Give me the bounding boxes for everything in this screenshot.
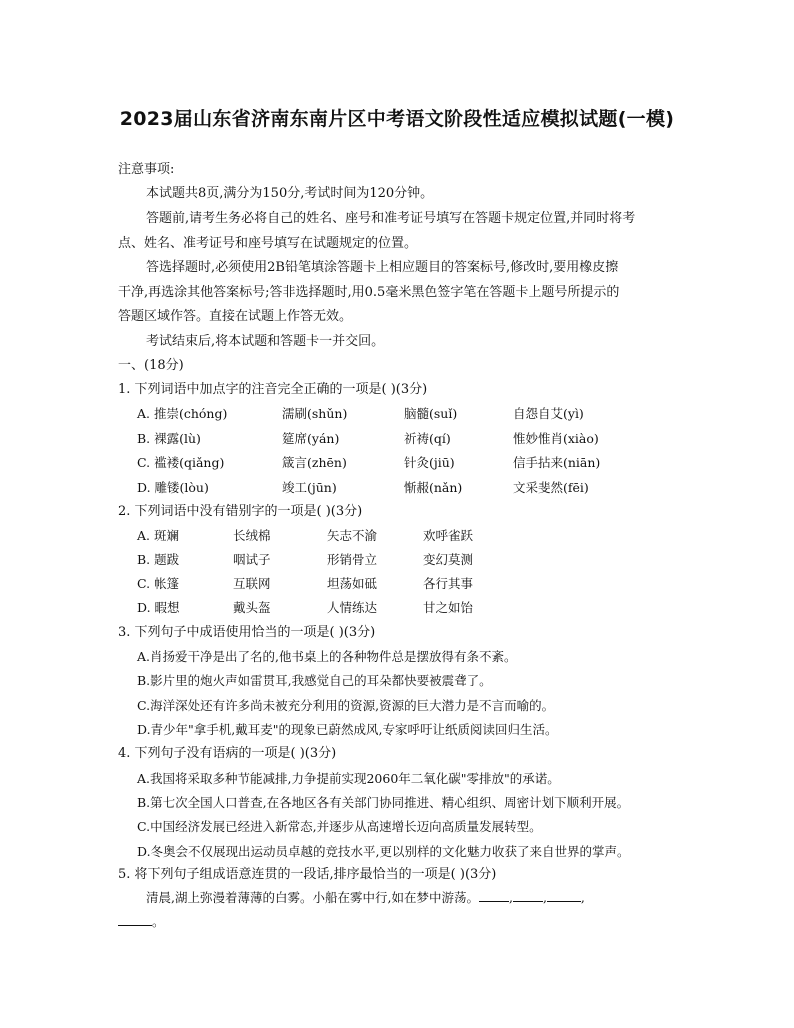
q3-option-b: B.影片里的炮火声如雷贯耳,我感觉自己的耳朵都快要被震聋了。 bbox=[137, 673, 492, 688]
q2-option-a: A. 斑斓 bbox=[137, 528, 179, 543]
q1-word: 文采斐然(fēi) bbox=[513, 480, 589, 495]
answer-blank[interactable] bbox=[479, 889, 509, 902]
q1-word: 脑髓(suǐ) bbox=[404, 406, 458, 421]
q1-word: 筵席(yán) bbox=[282, 431, 340, 446]
q2-word: 矢志不渝 bbox=[327, 528, 378, 543]
page-title: 2023届山东省济南东南片区中考语文阶段性适应模拟试题(一模) bbox=[119, 108, 675, 130]
q1-word: 箴言(zhēn) bbox=[282, 455, 347, 470]
q2-word: 人情练达 bbox=[327, 600, 378, 615]
q4-option-a: A.我国将采取多种节能减排,力争提前实现2060年二氧化碳"零排放"的承诺。 bbox=[137, 771, 560, 786]
q2-word: 变幻莫测 bbox=[423, 552, 474, 567]
q2-word: 互联网 bbox=[233, 576, 271, 591]
notice-heading: 注意事项: bbox=[118, 162, 175, 177]
notice-paragraph-1: 本试题共8页,满分为150分,考试时间为120分钟。 bbox=[146, 186, 434, 201]
q2-option-d: D. 暇想 bbox=[137, 600, 180, 615]
q4-option-d: D.冬奥会不仅展现出运动员卓越的竞技水平,更以别样的文化魅力收获了来自世界的掌声。 bbox=[137, 844, 630, 859]
period: 。 bbox=[152, 914, 165, 929]
answer-blank[interactable] bbox=[547, 889, 581, 902]
q5-passage-text: 清晨,湖上弥漫着薄薄的白雾。小船在雾中行,如在梦中游荡。 bbox=[146, 890, 479, 905]
q2-word: 坦荡如砥 bbox=[327, 576, 378, 591]
comma: , bbox=[542, 890, 547, 905]
notice-paragraph-2-line-2: 点、姓名、准考证号和座号填写在试题规定的位置。 bbox=[118, 236, 418, 251]
q1-option-c: C. 褴褛(qiǎng) bbox=[137, 455, 225, 470]
answer-blank[interactable] bbox=[118, 913, 152, 926]
q5-passage-continued bbox=[118, 913, 165, 931]
q4-option-b: B.第七次全国人口普查,在各地区各有关部门协同推进、精心组织、周密计划下顺利开展。 bbox=[137, 795, 630, 810]
q2-word: 戴头盔 bbox=[233, 600, 271, 615]
q3-option-a: A.肖扬爱干净是出了名的,他书桌上的各种物件总是摆放得有条不紊。 bbox=[137, 649, 517, 664]
q2-word: 长绒棉 bbox=[233, 528, 271, 543]
notice-paragraph-3-line-3: 答题区域作答。直接在试题上作答无效。 bbox=[118, 309, 353, 324]
section-heading: 一、(18分) bbox=[118, 358, 184, 373]
q2-word: 欢呼雀跃 bbox=[423, 528, 474, 543]
notice-paragraph-4: 考试结束后,将本试题和答题卡一并交回。 bbox=[146, 334, 385, 349]
q1-word: 针灸(jiū) bbox=[404, 455, 455, 470]
q2-word: 咽试子 bbox=[233, 552, 271, 567]
notice-paragraph-3-line-2: 干净,再选涂其他答案标号;答非选择题时,用0.5毫米黑色签字笔在答题卡上题号所提示的 bbox=[118, 285, 620, 300]
comma: , bbox=[580, 890, 585, 905]
q1-option-a: A. 推崇(chóng) bbox=[137, 406, 228, 421]
notice-paragraph-3-line-1: 答选择题时,必须使用2B铅笔填涂答题卡上相应题目的答案标号,修改时,要用橡皮擦 bbox=[146, 260, 619, 275]
q1-word: 自怨自艾(yì) bbox=[513, 406, 584, 421]
q3-option-c: C.海洋深处还有许多尚未被充分利用的资源,资源的巨大潜力是不言而喻的。 bbox=[137, 698, 555, 713]
q1-option-d: D. 雕镂(lòu) bbox=[137, 480, 209, 495]
notice-paragraph-2-line-1: 答题前,请考生务必将自己的姓名、座号和准考证号填写在答题卡规定位置,并同时将考 bbox=[146, 211, 636, 226]
question-5-stem: 5. 将下列句子组成语意连贯的一段话,排序最恰当的一项是( )(3分) bbox=[118, 867, 497, 882]
q3-option-d: D.青少年"拿手机,戴耳麦"的现象已蔚然成风,专家呼吁让纸质阅读回归生活。 bbox=[137, 722, 558, 737]
q1-word: 惭赧(nǎn) bbox=[404, 480, 463, 495]
answer-blank[interactable] bbox=[513, 889, 543, 902]
q1-word: 祈祷(qí) bbox=[404, 431, 451, 446]
q1-word: 濡刷(shǔn) bbox=[282, 406, 348, 421]
comma: , bbox=[508, 890, 513, 905]
q2-option-c: C. 帐篷 bbox=[137, 576, 180, 591]
question-4-stem: 4. 下列句子没有语病的一项是( )(3分) bbox=[118, 746, 337, 761]
q1-word: 信手拈来(niān) bbox=[513, 455, 601, 470]
q2-word: 甘之如饴 bbox=[423, 600, 474, 615]
question-2-stem: 2. 下列词语中没有错别字的一项是( )(3分) bbox=[118, 504, 363, 519]
q2-option-b: B. 题跋 bbox=[137, 552, 180, 567]
question-1-stem: 1. 下列词语中加点字的注音完全正确的一项是( )(3分) bbox=[118, 382, 428, 397]
q1-word: 竣工(jūn) bbox=[282, 480, 337, 495]
q1-option-b: B. 裸露(lù) bbox=[137, 431, 201, 446]
q4-option-c: C.中国经济发展已经进入新常态,并逐步从高速增长迈向高质量发展转型。 bbox=[137, 819, 542, 834]
q1-word: 惟妙惟肖(xiào) bbox=[513, 431, 599, 446]
q5-passage bbox=[146, 889, 585, 907]
question-3-stem: 3. 下列句子中成语使用恰当的一项是( )(3分) bbox=[118, 625, 376, 640]
q2-word: 各行其事 bbox=[423, 576, 474, 591]
q2-word: 形销骨立 bbox=[327, 552, 378, 567]
